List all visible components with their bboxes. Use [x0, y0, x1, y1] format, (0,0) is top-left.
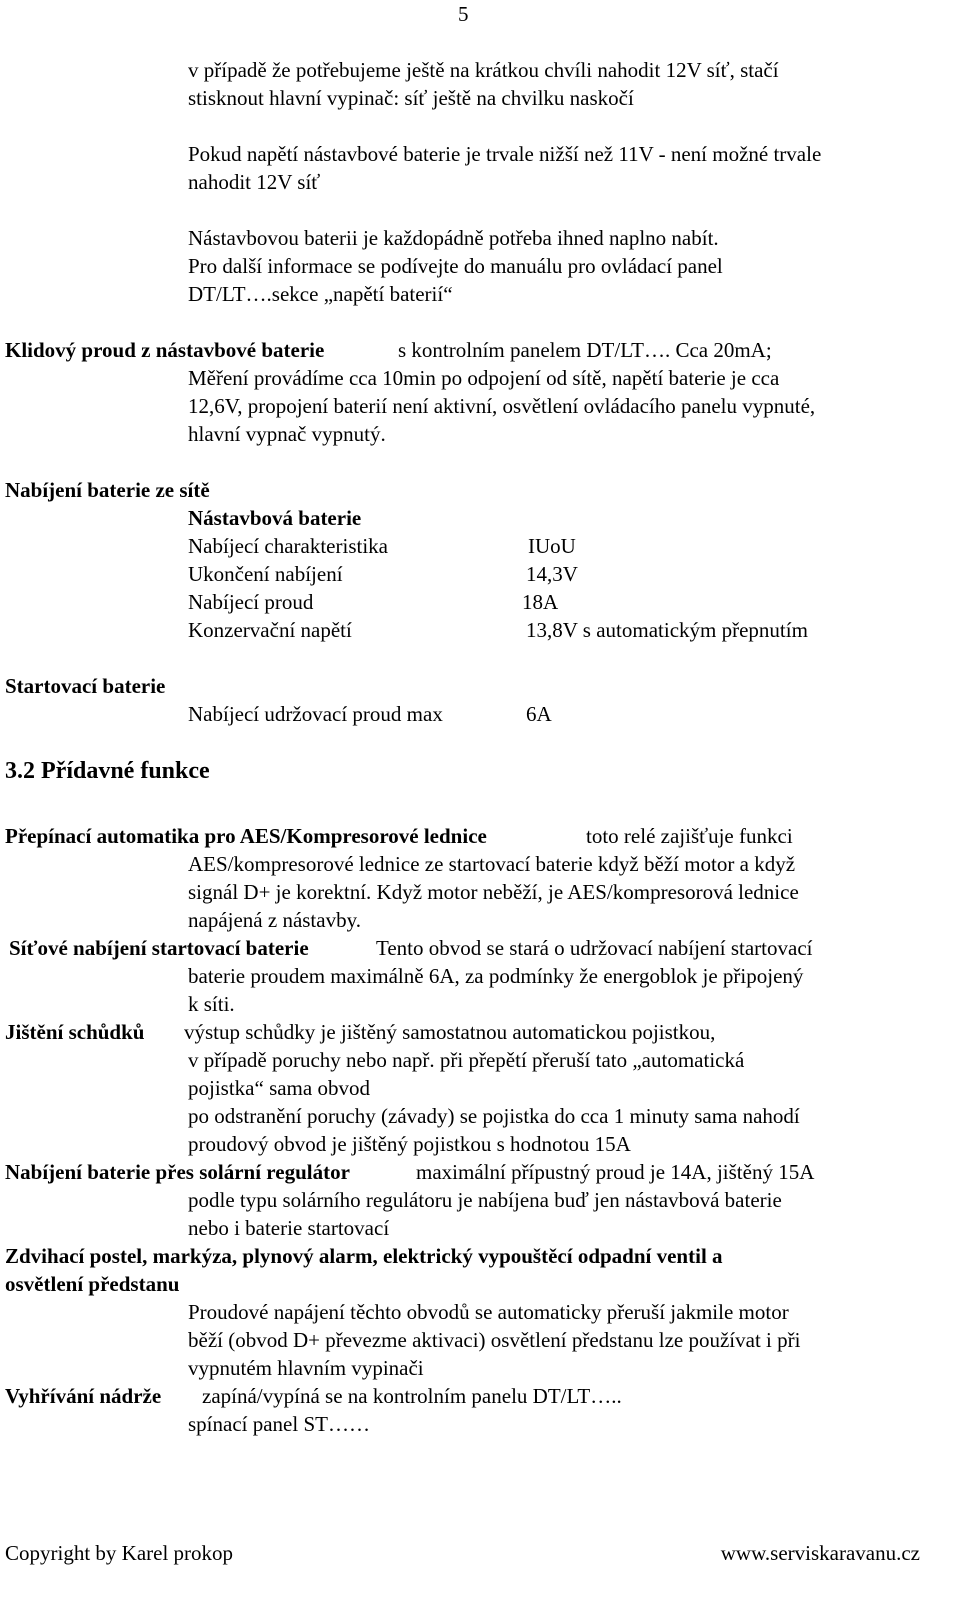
- text-line: nebo i baterie startovací: [188, 1216, 390, 1240]
- text-line: v případě že potřebujeme ještě na krátkou chvíli nahodit 12V síť, stačí: [188, 58, 779, 82]
- text-line: proudový obvod je jištěný pojistkou s hodnotou 15A: [188, 1132, 631, 1156]
- text-line: v případě poruchy nebo např. při přepětí přeruší tato „automatická: [188, 1048, 745, 1072]
- text-line: běží (obvod D+ převezme aktivaci) osvětlení předstanu lze používat i při: [188, 1328, 801, 1352]
- text-line: Pokud napětí nástavbové baterie je trvale nižší než 11V - není možné trvale: [188, 142, 822, 166]
- function-heading: Síťové nabíjení startovací baterie: [9, 936, 309, 960]
- text-line: spínací panel ST……: [188, 1412, 370, 1436]
- function-heading: Přepínací automatika pro AES/Kompresorové lednice: [5, 824, 487, 848]
- text-line: hlavní vypnač vypnutý.: [188, 422, 386, 446]
- text-line: po odstranění poruchy (závady) se pojistka do cca 1 minuty sama nahodí: [188, 1104, 800, 1128]
- spec-value: 14,3V: [526, 562, 578, 586]
- text-line: 12,6V, propojení baterií není aktivní, osvětlení ovládacího panelu vypnuté,: [188, 394, 816, 418]
- function-heading: osvětlení předstanu: [5, 1272, 180, 1296]
- spec-value: 13,8V s automatickým přepnutím: [526, 618, 808, 642]
- footer-website: www.serviskaravanu.cz: [720, 1541, 920, 1565]
- text-line: Nástavbovou baterii je každopádně potřeba ihned naplno nabít.: [188, 226, 719, 250]
- text-line: DT/LT….sekce „napětí baterií“: [188, 282, 453, 306]
- text-line: napájená z nástavby.: [188, 908, 361, 932]
- text-line: Tento obvod se stará o udržovací nabíjení startovací: [376, 936, 813, 960]
- text-line: s kontrolním panelem DT/LT…. Cca 20mA;: [398, 338, 772, 362]
- spec-label: Konzervační napětí: [188, 618, 352, 642]
- spec-value: IUoU: [528, 534, 576, 558]
- function-heading: Nabíjení baterie přes solární regulátor: [5, 1160, 350, 1184]
- function-heading: Vyhřívání nádrže: [5, 1384, 162, 1408]
- text-line: Měření provádíme cca 10min po odpojení od sítě, napětí baterie je cca: [188, 366, 780, 390]
- text-line: toto relé zajišťuje funkci: [586, 824, 793, 848]
- text-line: k síti.: [188, 992, 235, 1016]
- text-line: stisknout hlavní vypinač: síť ještě na chvilku naskočí: [188, 86, 634, 110]
- spec-value: 18A: [522, 590, 559, 614]
- function-heading: Jištění schůdků: [5, 1020, 145, 1044]
- text-line: signál D+ je korektní. Když motor neběží, je AES/kompresorová lednice: [188, 880, 799, 904]
- text-line: zapíná/vypíná se na kontrolním panelu DT/LT…..: [202, 1384, 622, 1408]
- text-line: Proudové napájení těchto obvodů se automaticky přeruší jakmile motor: [188, 1300, 789, 1324]
- spec-label: Nabíjecí proud: [188, 590, 314, 614]
- text-line: vypnutém hlavním vypinači: [188, 1356, 424, 1380]
- spec-label: Nabíjecí udržovací proud max: [188, 702, 443, 726]
- section-heading: Klidový proud z nástavbové baterie: [5, 338, 325, 362]
- text-line: pojistka“ sama obvod: [188, 1076, 370, 1100]
- spec-value: 6A: [526, 702, 552, 726]
- text-line: baterie proudem maximálně 6A, za podmínky že energoblok je připojený: [188, 964, 804, 988]
- footer-copyright: Copyright by Karel prokop: [5, 1541, 234, 1565]
- section-heading: Nabíjení baterie ze sítě: [5, 478, 210, 502]
- spec-label: Ukončení nabíjení: [188, 562, 343, 586]
- text-line: výstup schůdky je jištěný samostatnou automatickou pojistkou,: [184, 1020, 716, 1044]
- text-line: nahodit 12V síť: [188, 170, 321, 194]
- text-line: Pro další informace se podívejte do manuálu pro ovládací panel: [188, 254, 723, 278]
- subheading: Nástavbová baterie: [188, 506, 362, 530]
- text-line: maximální přípustný proud je 14A, jištěný 15A: [416, 1160, 815, 1184]
- spec-label: Nabíjecí charakteristika: [188, 534, 388, 558]
- page-number: 5: [458, 2, 469, 26]
- text-line: podle typu solárního regulátoru je nabíjena buď jen nástavbová baterie: [188, 1188, 782, 1212]
- function-heading: Zdvihací postel, markýza, plynový alarm, elektrický vypouštěcí odpadní ventil a: [5, 1244, 723, 1268]
- section-title: 3.2 Přídavné funkce: [5, 758, 210, 784]
- section-heading: Startovací baterie: [5, 674, 166, 698]
- text-line: AES/kompresorové lednice ze startovací baterie když běží motor a když: [188, 852, 796, 876]
